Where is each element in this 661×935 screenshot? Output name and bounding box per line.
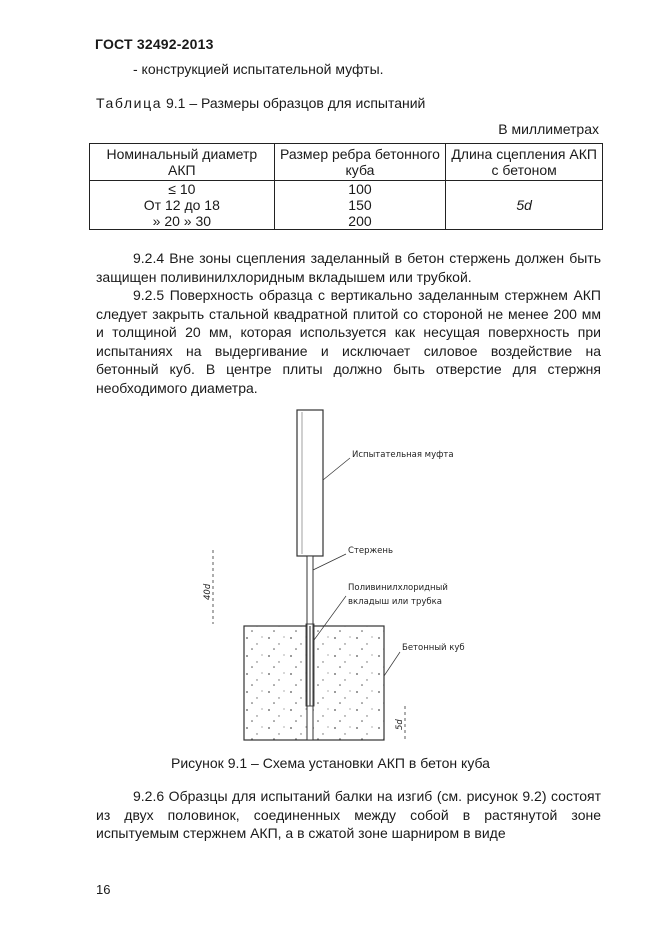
document-code: ГОСТ 32492-2013: [95, 36, 214, 52]
cell-diameter: » 20 » 30: [90, 213, 275, 230]
sizes-table: [89, 143, 603, 230]
cell-cube: 150: [274, 197, 446, 213]
column-header-cube: Размер ребра бетонного куба: [274, 144, 446, 181]
column-header-bond: Длина сцепления АКП с бетоном: [446, 144, 603, 181]
table-caption-prefix: Таблица: [96, 95, 163, 111]
paragraph-9-2-4: 9.2.4 Вне зоны сцепления заделанный в бетон стержень должен быть защищен поливинилхлоридным вкладышем или трубкой.: [96, 250, 601, 285]
label-rod: Стержень: [348, 546, 393, 556]
cell-bond-length: 5d: [446, 181, 603, 230]
table-row: [90, 181, 603, 198]
column-header-diameter: Номинальный диаметр АКП: [90, 144, 275, 181]
page-number: 16: [96, 882, 111, 897]
dim-5d-label: 5d: [395, 719, 405, 730]
cell-diameter: ≤ 10: [90, 181, 275, 198]
cell-diameter: От 12 до 18: [90, 197, 275, 213]
dimension-5d: [395, 706, 405, 740]
intro-line: - конструкцией испытательной муфты.: [133, 61, 384, 77]
dim-40d-label: 40d: [203, 583, 213, 600]
label-concrete-cube: Бетонный куб: [402, 643, 465, 653]
table-caption: [96, 94, 425, 112]
figure-caption: Рисунок 9.1 – Схема установки АКП в бетон куба: [171, 755, 490, 771]
rod: [306, 556, 314, 740]
table-header-row: [90, 144, 603, 181]
label-pvc-line2: вкладыш или трубка: [348, 597, 442, 607]
table-caption-text: 9.1 – Размеры образцов для испытаний: [162, 95, 426, 111]
figure-9-1-diagram: [200, 400, 510, 750]
cell-cube: 100: [274, 181, 446, 198]
paragraph-9-2-6: 9.2.6 Образцы для испытаний балки на изгиб (см. рисунок 9.2) состоят из двух половинок, соединенных между собой в растянутой зоне испытуемым стержнем АКП, а в сжатой зоне шарниром в виде: [96, 788, 601, 841]
cell-cube: 200: [274, 213, 446, 230]
test-sleeve: [297, 410, 323, 556]
dimension-40d: [203, 550, 213, 624]
label-test-sleeve: Испытательная муфта: [352, 450, 454, 460]
paragraph-9-2-5: 9.2.5 Поверхность образца с вертикально заделанным стержнем АКП следует закрыть стальной квадратной плитой со стороной не менее 200 мм и толщиной 20 мм, которая используется как несущая поверхность при испытаниях на выдергивание и исключает силовое воздействие на бетонный куб. В центре плиты должно быть отверстие для стержня необходимого диаметра.: [96, 287, 601, 396]
label-pvc-line1: Поливинилхлоридный: [348, 583, 448, 593]
table-units: В миллиметрах: [498, 121, 599, 137]
